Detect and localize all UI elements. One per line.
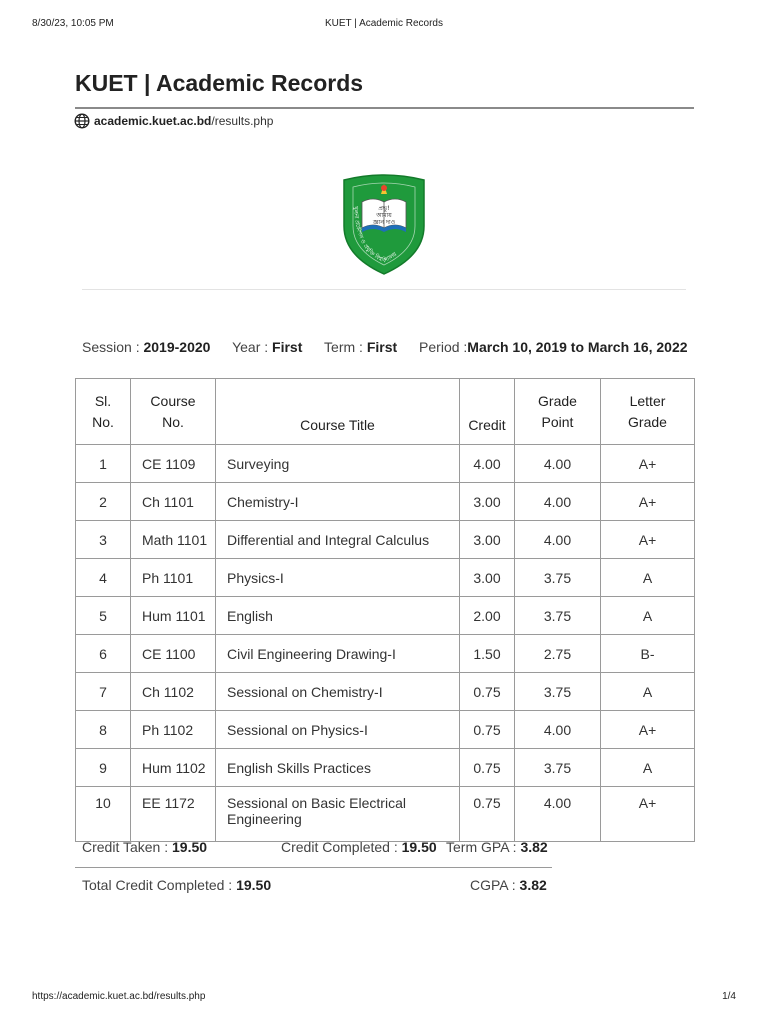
table-row <box>76 483 695 521</box>
cell-course-title: Civil Engineering Drawing-I <box>216 635 460 673</box>
table-row <box>76 521 695 559</box>
table-row <box>76 787 695 842</box>
logo-motto-line-2: আমায় <box>376 212 392 219</box>
session-label: Session : <box>82 339 140 355</box>
results-table <box>75 378 695 842</box>
cell-course-no: Ch 1101 <box>131 483 216 521</box>
cell-grade-point: 3.75 <box>515 673 601 711</box>
cell-letter-grade: A+ <box>601 787 695 842</box>
cell-credit: 3.00 <box>460 559 515 597</box>
table-header-row <box>76 379 695 445</box>
credit-taken: Credit Taken : 19.50 <box>82 839 208 855</box>
cell-course-no: Math 1101 <box>131 521 216 559</box>
table-row <box>76 597 695 635</box>
cell-course-no: Ch 1102 <box>131 673 216 711</box>
cell-credit: 3.00 <box>460 521 515 559</box>
header-grade-point: Grade Point <box>515 379 601 445</box>
cell-credit: 2.00 <box>460 597 515 635</box>
cell-letter-grade: A+ <box>601 445 695 483</box>
cell-grade-point: 4.00 <box>515 521 601 559</box>
term-label: Term : <box>324 339 363 355</box>
logo-motto-line-3: জ্ঞান দাও <box>372 219 396 226</box>
print-footer-url: https://academic.kuet.ac.bd/results.php <box>32 991 206 1002</box>
cell-sl: 1 <box>76 445 131 483</box>
year-value: First <box>272 339 303 355</box>
cell-course-no: CE 1109 <box>131 445 216 483</box>
session-info <box>82 339 688 355</box>
print-date: 8/30/23, 10:05 PM <box>32 18 114 29</box>
period-label: Period : <box>419 339 468 355</box>
cell-sl: 9 <box>76 749 131 787</box>
cell-grade-point: 4.00 <box>515 483 601 521</box>
cell-credit: 3.00 <box>460 483 515 521</box>
credit-completed: Credit Completed : 19.50 <box>281 839 437 855</box>
header-sl-no: Sl. No. <box>76 379 131 445</box>
table-row <box>76 445 695 483</box>
summary-divider <box>75 867 552 868</box>
cell-course-no: EE 1172 <box>131 787 216 842</box>
cell-credit: 0.75 <box>460 673 515 711</box>
url-path: /results.php <box>211 114 274 128</box>
cell-letter-grade: A <box>601 597 695 635</box>
cell-sl: 7 <box>76 673 131 711</box>
section-divider <box>82 289 686 290</box>
page-title: KUET | Academic Records <box>75 70 364 96</box>
term-gpa: Term GPA : 3.82 <box>446 839 548 855</box>
cell-sl: 2 <box>76 483 131 521</box>
header-course-no: Course No. <box>131 379 216 445</box>
cell-letter-grade: B- <box>601 635 695 673</box>
table-row <box>76 711 695 749</box>
page-number: 1/4 <box>722 991 736 1002</box>
term-value: First <box>366 339 398 355</box>
cell-letter-grade: A+ <box>601 483 695 521</box>
cell-grade-point: 4.00 <box>515 711 601 749</box>
cell-sl: 3 <box>76 521 131 559</box>
cell-sl: 8 <box>76 711 131 749</box>
url-host: academic.kuet.ac.bd <box>94 114 212 128</box>
cell-grade-point: 3.75 <box>515 749 601 787</box>
cell-course-no: Ph 1102 <box>131 711 216 749</box>
cell-sl: 10 <box>76 787 131 842</box>
cell-course-title: Surveying <box>216 445 460 483</box>
header-course-title: Course Title <box>216 379 460 445</box>
year-label: Year : <box>232 339 269 355</box>
cell-course-no: CE 1100 <box>131 635 216 673</box>
logo-ring-text: খুলনা প্রকৌশল ও প্রযুক্তি বিশ্ববিদ্যালয় <box>352 205 399 265</box>
page-url[interactable] <box>74 113 273 129</box>
university-logo <box>340 172 428 276</box>
cell-letter-grade: A <box>601 749 695 787</box>
cell-letter-grade: A <box>601 673 695 711</box>
cell-course-title: Physics-I <box>216 559 460 597</box>
table-row <box>76 559 695 597</box>
cell-course-title: Chemistry-I <box>216 483 460 521</box>
cell-grade-point: 3.75 <box>515 559 601 597</box>
title-divider <box>75 107 694 109</box>
cell-course-title: Differential and Integral Calculus <box>216 521 460 559</box>
cell-sl: 5 <box>76 597 131 635</box>
print-page-title: KUET | Academic Records <box>324 18 443 29</box>
cell-course-title: English Skills Practices <box>216 749 460 787</box>
globe-icon <box>74 113 90 129</box>
total-credit-completed: Total Credit Completed : 19.50 <box>82 877 272 893</box>
cgpa: CGPA : 3.82 <box>470 877 547 893</box>
cell-credit: 1.50 <box>460 635 515 673</box>
cell-credit: 4.00 <box>460 445 515 483</box>
cell-course-title: Sessional on Basic Electrical Engineering <box>216 787 460 842</box>
table-row <box>76 635 695 673</box>
cell-grade-point: 3.75 <box>515 597 601 635</box>
cell-credit: 0.75 <box>460 749 515 787</box>
print-header <box>0 18 768 32</box>
cell-grade-point: 2.75 <box>515 635 601 673</box>
cell-course-no: Hum 1101 <box>131 597 216 635</box>
cell-credit: 0.75 <box>460 711 515 749</box>
cell-sl: 4 <box>76 559 131 597</box>
cell-letter-grade: A+ <box>601 711 695 749</box>
cell-sl: 6 <box>76 635 131 673</box>
cell-course-no: Hum 1102 <box>131 749 216 787</box>
cell-grade-point: 4.00 <box>515 445 601 483</box>
logo-motto-line-1: প্রভু! <box>378 205 390 212</box>
cell-letter-grade: A+ <box>601 521 695 559</box>
cell-course-title: Sessional on Physics-I <box>216 711 460 749</box>
cell-grade-point: 4.00 <box>515 787 601 842</box>
cell-course-title: Sessional on Chemistry-I <box>216 673 460 711</box>
session-value: 2019-2020 <box>143 339 211 355</box>
cell-course-title: English <box>216 597 460 635</box>
cell-letter-grade: A <box>601 559 695 597</box>
header-letter-grade: Letter Grade <box>601 379 695 445</box>
period-value: March 10, 2019 to March 16, 2022 <box>467 339 688 355</box>
header-credit: Credit <box>460 379 515 445</box>
table-row <box>76 673 695 711</box>
cell-course-no: Ph 1101 <box>131 559 216 597</box>
cell-credit: 0.75 <box>460 787 515 842</box>
table-row <box>76 749 695 787</box>
